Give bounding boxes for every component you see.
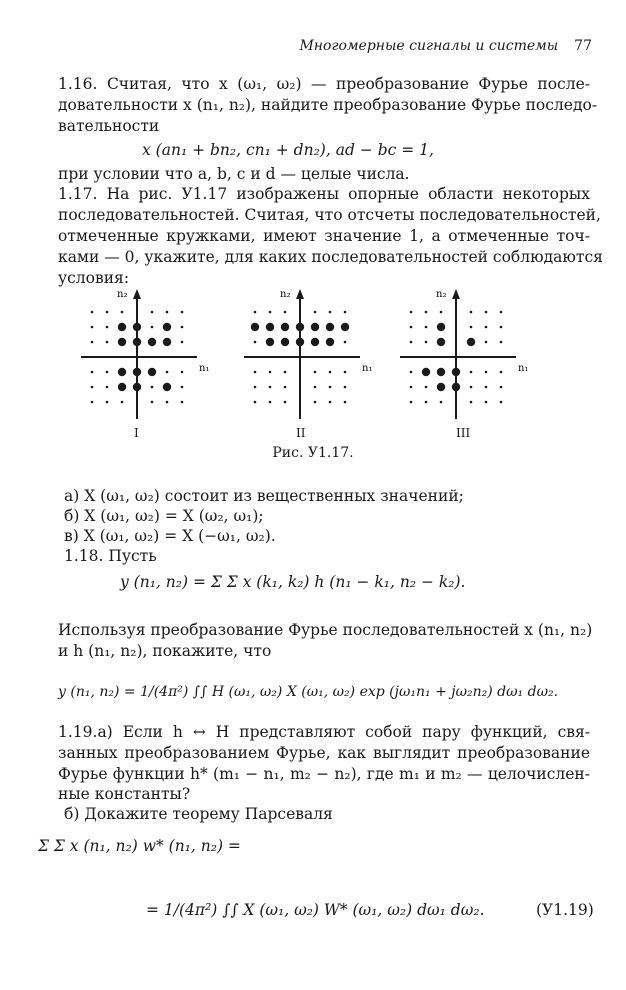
sample-dot [410, 401, 413, 404]
p118-line2: Используя преобразование Фурье последовательностей x (n₁, n₂) [58, 621, 593, 639]
sample-dot [314, 386, 317, 389]
n1-axis-label: n₁ [199, 363, 210, 374]
sample-circle [266, 338, 274, 346]
sample-dot [440, 401, 443, 404]
sample-dot [344, 371, 347, 374]
p119-line4: ные константы? [58, 785, 191, 803]
sample-dot [181, 401, 184, 404]
p118-line1: 1.18. Пусть [64, 547, 157, 565]
n2-axis-label: n₂ [280, 289, 291, 300]
sample-circle [422, 368, 430, 376]
sample-dot [470, 311, 473, 314]
sample-dot [485, 311, 488, 314]
sample-dot [166, 371, 169, 374]
sample-circle [163, 338, 171, 346]
sample-dot [91, 371, 94, 374]
cond-a: а) X (ω₁, ω₂) состоит из вещественных значений; [64, 487, 464, 505]
header-title: Многомерные сигналы и системы [299, 38, 559, 54]
sample-circle [118, 368, 126, 376]
sample-dot [269, 371, 272, 374]
sample-dot [425, 311, 428, 314]
sample-dot [500, 341, 503, 344]
sample-dot [344, 341, 347, 344]
sample-dot [314, 401, 317, 404]
sample-dot [151, 386, 154, 389]
sample-circle [118, 323, 126, 331]
sample-circle [467, 338, 475, 346]
running-header [299, 38, 592, 54]
fig-label-III: III [456, 426, 471, 440]
sample-dot [410, 311, 413, 314]
sample-dot [151, 311, 154, 314]
p119-line3: Фурье функции h* (m₁ − n₁, m₂ − n₂), где m₁ и m₂ — целочислен- [58, 765, 590, 783]
sample-dot [284, 311, 287, 314]
sample-dot [470, 326, 473, 329]
sample-dot [106, 326, 109, 329]
eq118b: y (n₁, n₂) = 1/(4π²) ∫∫ H (ω₁, ω₂) X (ω₁, ω₂) exp (jω₁n₁ + jω₂n₂) dω₁ dω₂. [58, 684, 559, 700]
sample-dot [344, 386, 347, 389]
lattice-panel-1 [81, 289, 209, 419]
sample-dot [500, 326, 503, 329]
eq119-number: (У1.19) [536, 901, 594, 919]
sample-dot [269, 386, 272, 389]
sample-circle [266, 323, 274, 331]
eq119a: Σ Σ x (n₁, n₂) w* (n₁, n₂) = [38, 837, 241, 855]
n2-arrow-icon [452, 289, 460, 299]
p117-line3: отмеченные кружками, имеют значение 1, а отмеченные точ- [58, 227, 590, 245]
cond-b: б) X (ω₁, ω₂) = X (ω₂, ω₁); [64, 507, 264, 525]
sample-circle [148, 338, 156, 346]
p117-line1: 1.17. На рис. У1.17 изображены опорные области некоторых [58, 185, 590, 203]
sample-dot [254, 401, 257, 404]
sample-dot [166, 311, 169, 314]
sample-dot [470, 386, 473, 389]
sample-dot [410, 326, 413, 329]
sample-dot [284, 371, 287, 374]
figure-support-regions [0, 285, 626, 445]
sample-dot [314, 311, 317, 314]
sample-circle [118, 338, 126, 346]
fig-label-I: I [134, 426, 139, 440]
sample-dot [181, 371, 184, 374]
sample-dot [500, 386, 503, 389]
sample-dot [181, 386, 184, 389]
sample-circle [326, 323, 334, 331]
eq116: x (an₁ + bn₂, cn₁ + dn₂), ad − bc = 1, [142, 141, 434, 159]
sample-dot [425, 386, 428, 389]
sample-dot [470, 401, 473, 404]
sample-dot [425, 401, 428, 404]
p116-line4: при условии что a, b, c и d — целые числа. [58, 165, 410, 183]
p118-line3: и h (n₁, n₂), покажите, что [58, 642, 272, 660]
sample-dot [121, 311, 124, 314]
sample-dot [344, 401, 347, 404]
p116-line2: довательности x (n₁, n₂), найдите преобразование Фурье последо- [58, 96, 598, 114]
sample-dot [410, 371, 413, 374]
sample-circle [148, 368, 156, 376]
sample-dot [106, 401, 109, 404]
sample-circle [437, 383, 445, 391]
n1-axis-label: n₁ [518, 363, 529, 374]
n2-arrow-icon [296, 289, 304, 299]
n2-axis-label: n₂ [117, 289, 128, 300]
sample-dot [91, 341, 94, 344]
sample-dot [470, 371, 473, 374]
sample-dot [181, 326, 184, 329]
sample-dot [485, 386, 488, 389]
p119-line1: 1.19.а) Если h ↔ H представляют собой пару функций, свя- [58, 723, 590, 741]
cond-c: в) X (ω₁, ω₂) = X (−ω₁, ω₂). [64, 527, 276, 545]
sample-dot [254, 311, 257, 314]
sample-dot [500, 401, 503, 404]
p117-line5: условия: [58, 269, 130, 287]
sample-dot [106, 386, 109, 389]
sample-dot [269, 401, 272, 404]
sample-dot [425, 326, 428, 329]
sample-dot [254, 371, 257, 374]
sample-dot [91, 401, 94, 404]
sample-dot [485, 371, 488, 374]
sample-circle [163, 383, 171, 391]
sample-dot [344, 311, 347, 314]
sample-dot [500, 311, 503, 314]
sample-circle [437, 323, 445, 331]
sample-circle [311, 323, 319, 331]
p117-line4: ками — 0, укажите, для каких последовательностей соблюдаются [58, 248, 603, 266]
eq118: y (n₁, n₂) = Σ Σ x (k₁, k₂) h (n₁ − k₁, n₂ − k₂). [120, 573, 466, 591]
sample-dot [284, 386, 287, 389]
n2-arrow-icon [133, 289, 141, 299]
sample-circle [251, 323, 259, 331]
sample-circle [281, 323, 289, 331]
p119-line5: б) Докажите теорему Парсеваля [64, 805, 333, 823]
sample-dot [181, 311, 184, 314]
sample-dot [314, 371, 317, 374]
sample-dot [329, 311, 332, 314]
lattice-panel-3 [400, 289, 528, 419]
lattice-panel-2 [244, 289, 372, 419]
p116-line3: вательности [58, 117, 160, 135]
sample-dot [425, 341, 428, 344]
sample-dot [254, 341, 257, 344]
sample-dot [106, 371, 109, 374]
p119-line2: занных преобразованием Фурье, как выглядит преобразование [58, 744, 590, 762]
sample-dot [91, 326, 94, 329]
sample-dot [485, 341, 488, 344]
sample-dot [254, 386, 257, 389]
figure-caption: Рис. У1.17. [272, 445, 354, 461]
p117-line2: последовательностей. Считая, что отсчеты последовательностей, [58, 206, 601, 224]
sample-dot [500, 371, 503, 374]
sample-dot [329, 371, 332, 374]
sample-dot [329, 386, 332, 389]
eq119b: = 1/(4π²) ∫∫ X (ω₁, ω₂) W* (ω₁, ω₂) dω₁ dω₂. [146, 901, 485, 919]
sample-dot [106, 341, 109, 344]
sample-dot [485, 401, 488, 404]
sample-circle [341, 323, 349, 331]
sample-circle [437, 368, 445, 376]
sample-circle [311, 338, 319, 346]
sample-circle [118, 383, 126, 391]
sample-dot [329, 401, 332, 404]
sample-circle [163, 323, 171, 331]
sample-dot [151, 326, 154, 329]
sample-dot [410, 341, 413, 344]
sample-dot [151, 401, 154, 404]
sample-dot [269, 311, 272, 314]
fig-label-II: II [296, 426, 306, 440]
sample-circle [437, 338, 445, 346]
n2-axis-label: n₂ [436, 289, 447, 300]
page-number: 77 [574, 38, 592, 54]
sample-dot [91, 311, 94, 314]
sample-dot [166, 401, 169, 404]
sample-dot [106, 311, 109, 314]
sample-circle [281, 338, 289, 346]
sample-circle [326, 338, 334, 346]
p116-line1: 1.16. Считая, что x (ω₁, ω₂) — преобразование Фурье после- [58, 75, 590, 93]
n1-axis-label: n₁ [362, 363, 373, 374]
sample-dot [91, 386, 94, 389]
sample-dot [485, 326, 488, 329]
sample-dot [440, 311, 443, 314]
sample-dot [121, 401, 124, 404]
sample-dot [284, 401, 287, 404]
sample-dot [181, 341, 184, 344]
sample-dot [410, 386, 413, 389]
